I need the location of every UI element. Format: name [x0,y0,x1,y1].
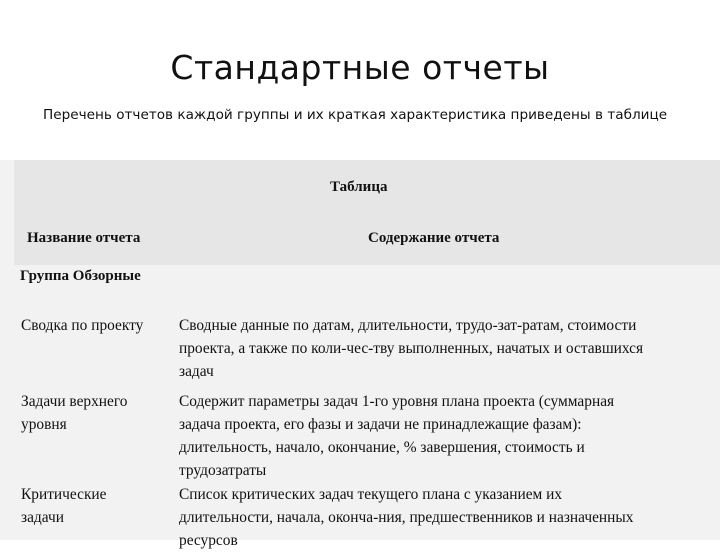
report-content-line: проекта, а также по коли-чес-тву выполненных, начатых и оставшихся [179,340,644,357]
column-header-report-name: Название отчета [27,230,141,246]
report-name-cell [21,483,171,529]
report-content-line: Сводные данные по датам, длительности, трудо-зат-ратам, стоимости [179,317,637,334]
table-header-block [14,160,720,265]
report-name-line: задачи [21,509,64,526]
report-content-line: ресурсов [179,532,238,549]
report-name-line: Критические [21,486,107,503]
report-content-line: трудозатраты [179,462,267,479]
report-name-line: уровня [21,416,67,433]
slide-subtitle: Перечень отчетов каждой группы и их краткая характеристика приведены в таблице [43,107,668,123]
report-name-cell [21,314,171,337]
report-content-line: задач [179,363,214,380]
column-header-report-content: Содержание отчета [368,230,500,246]
report-content-cell [179,390,720,482]
report-name-line: Сводка по проекту [21,317,144,334]
report-content-line: длительности, начала, оконча-ния, предшественников и назначенных [179,509,634,526]
report-content-line: задача проекта, его фазы и задачи не принадлежащие фазам): [179,416,582,433]
table-label: Таблица [330,179,388,195]
group-heading: Группа Обзорные [20,268,141,284]
report-content-line: длительность, начало, окончание, % завершения, стоимость и [179,439,585,456]
report-name-cell [21,390,171,436]
report-content-cell [179,483,720,552]
report-content-line: Список критических задач текущего плана с указанием их [179,486,563,503]
slide-title: Стандартные отчеты [170,48,550,87]
report-content-cell [179,314,720,383]
report-name-line: Задачи верхнего [21,393,128,410]
reports-table [0,160,720,549]
report-content-line: Содержит параметры задач 1-го уровня плана проекта (суммарная [179,393,615,410]
